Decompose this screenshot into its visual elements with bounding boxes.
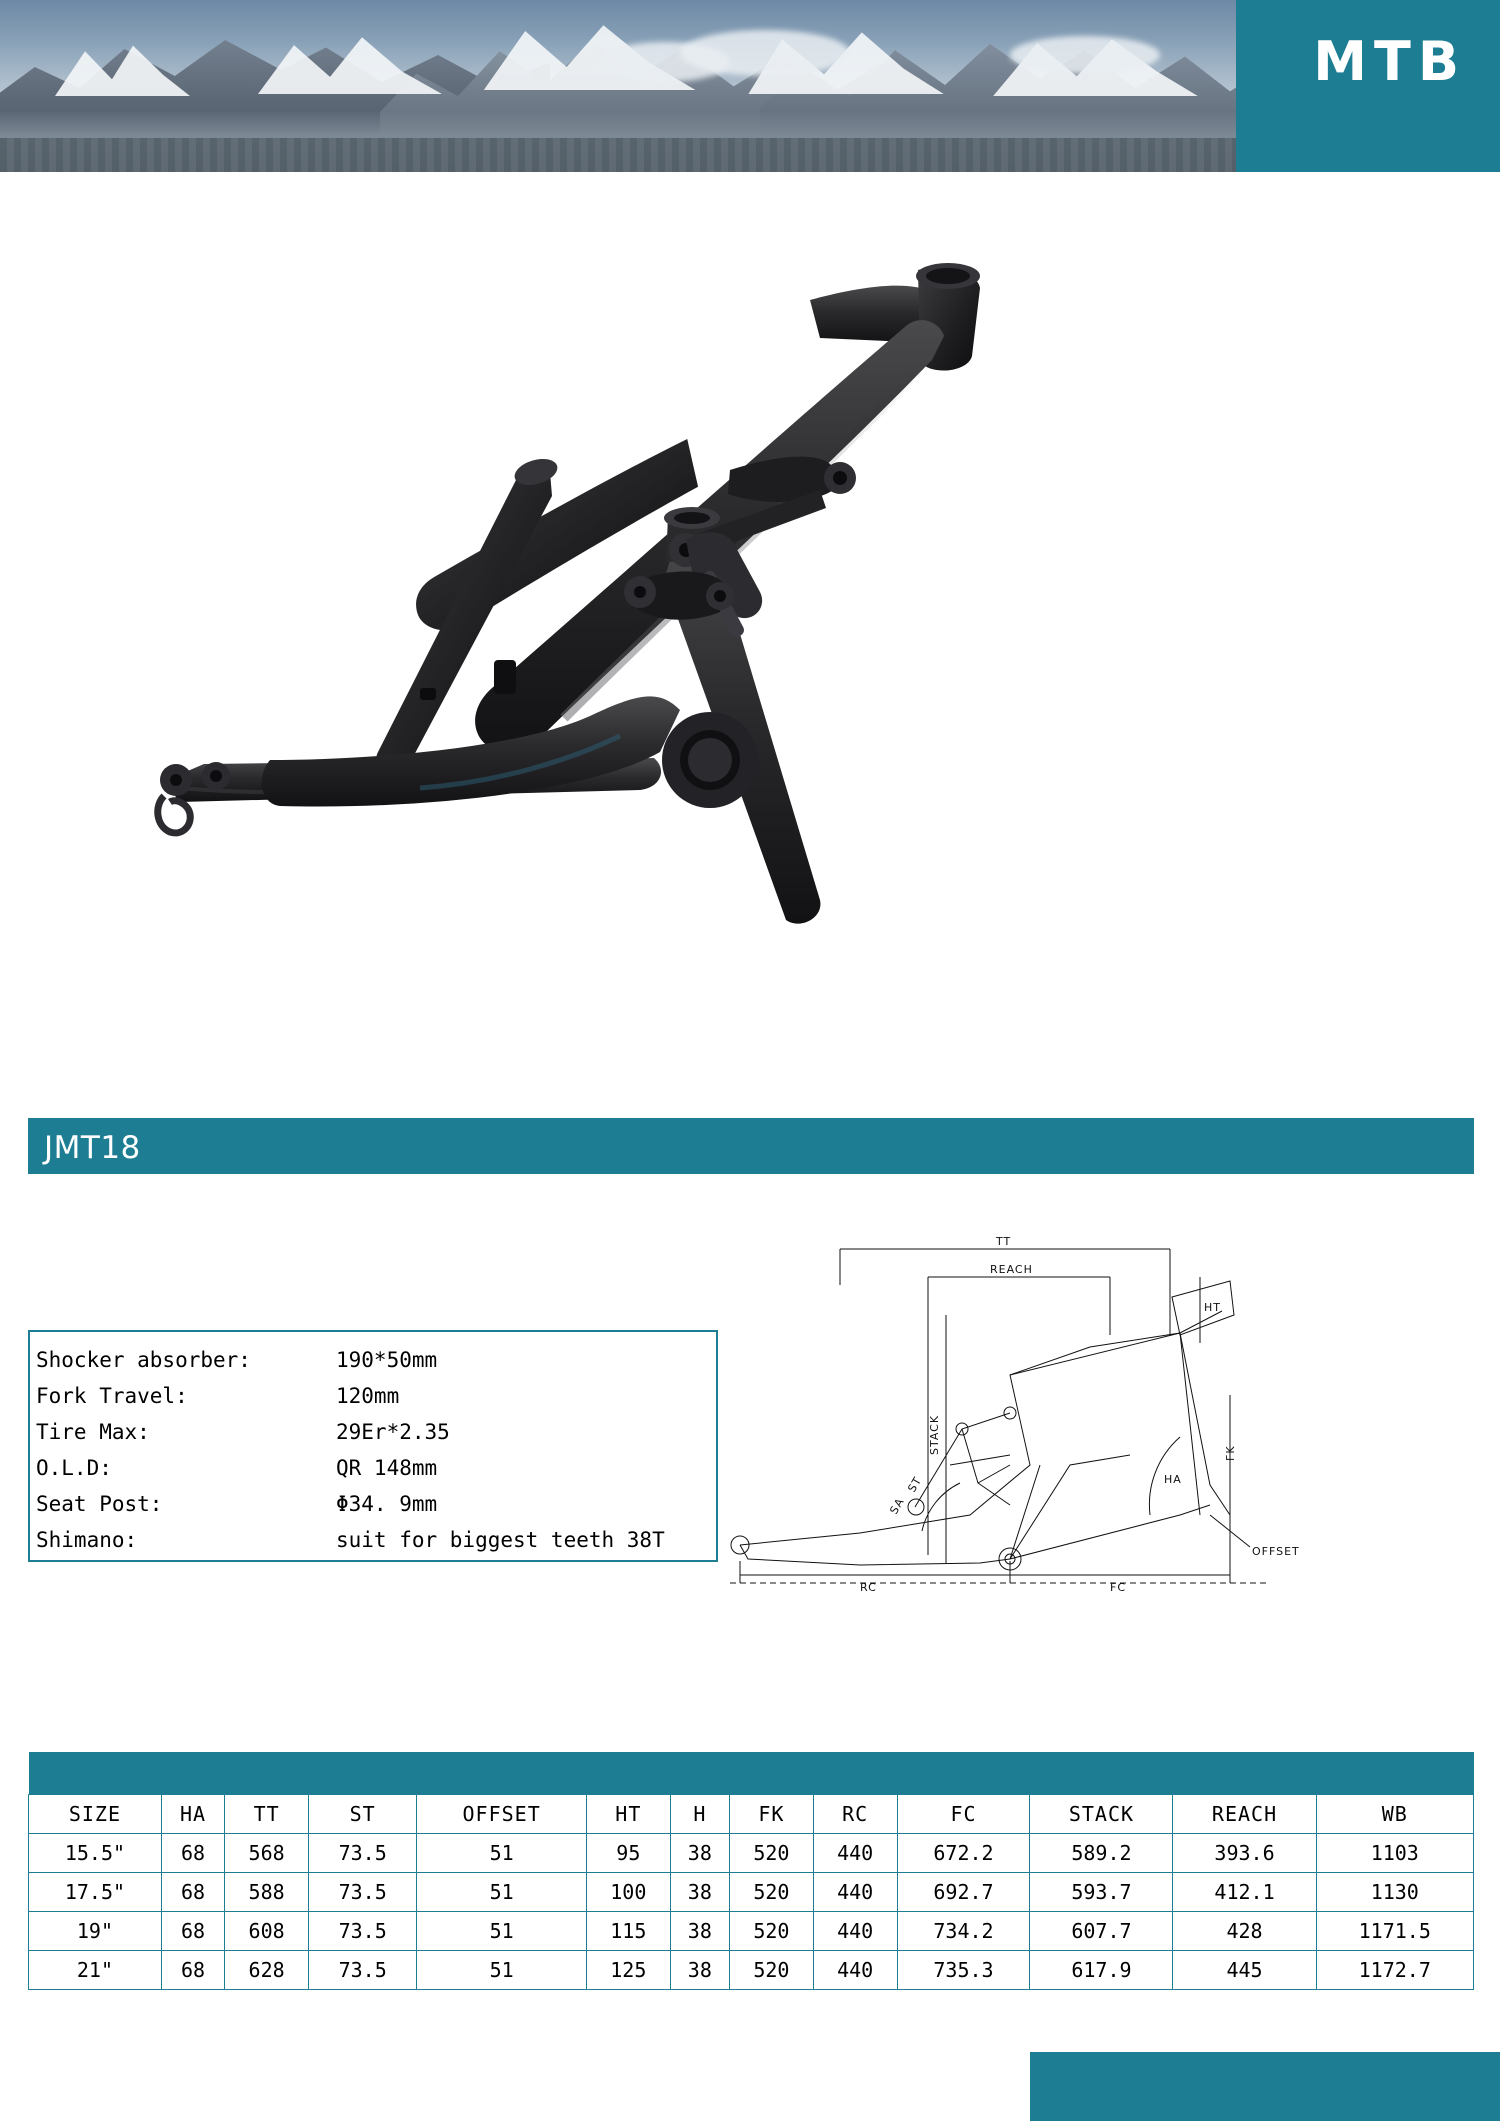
spec-label: Tire Max: xyxy=(36,1420,150,1444)
cell-tt: 568 xyxy=(225,1834,309,1873)
cell-size: 17.5" xyxy=(29,1873,162,1912)
cell-fk: 520 xyxy=(729,1834,813,1873)
dim-label-reach: REACH xyxy=(990,1263,1033,1276)
col-tt: TT xyxy=(225,1795,309,1834)
dim-label-ht: HT xyxy=(1204,1301,1221,1314)
col-offset: OFFSET xyxy=(417,1795,587,1834)
dim-label-tt: TT xyxy=(996,1235,1012,1248)
cell-stack: 589.2 xyxy=(1030,1834,1173,1873)
cell-h: 38 xyxy=(670,1951,729,1990)
dim-label-ha: HA xyxy=(1164,1473,1182,1486)
spec-row xyxy=(36,1378,696,1414)
cell-st: 73.5 xyxy=(309,1873,417,1912)
spec-label: Fork Travel: xyxy=(36,1384,188,1408)
cell-ht: 95 xyxy=(586,1834,670,1873)
spec-list xyxy=(36,1342,696,1558)
cell-fk: 520 xyxy=(729,1951,813,1990)
spec-value: suit for biggest teeth 38T xyxy=(336,1528,665,1552)
cell-wb: 1130 xyxy=(1316,1873,1473,1912)
cell-size: 21" xyxy=(29,1951,162,1990)
cell-offset: 51 xyxy=(417,1951,587,1990)
cell-ha: 68 xyxy=(161,1951,224,1990)
dim-label-rc: RC xyxy=(860,1581,877,1594)
cell-ha: 68 xyxy=(161,1834,224,1873)
spec-value: Φ34. 9mm xyxy=(336,1492,438,1516)
spec-label: O.L.D: xyxy=(36,1456,112,1480)
col-size: SIZE xyxy=(29,1795,162,1834)
cell-tt: 608 xyxy=(225,1912,309,1951)
spec-value: 120mm xyxy=(336,1384,400,1408)
cell-tt: 588 xyxy=(225,1873,309,1912)
cell-h: 38 xyxy=(670,1834,729,1873)
cell-offset: 51 xyxy=(417,1912,587,1951)
spec-value: QR 148mm xyxy=(336,1456,438,1480)
table-row xyxy=(29,1912,1474,1951)
col-st: ST xyxy=(309,1795,417,1834)
cell-stack: 607.7 xyxy=(1030,1912,1173,1951)
bike-frame-image xyxy=(120,240,1220,1040)
cell-wb: 1171.5 xyxy=(1316,1912,1473,1951)
cell-tt: 628 xyxy=(225,1951,309,1990)
spec-row xyxy=(36,1342,696,1378)
col-stack: STACK xyxy=(1030,1795,1173,1834)
table-band-cell xyxy=(29,1752,1474,1795)
table-row xyxy=(29,1834,1474,1873)
cell-fc: 734.2 xyxy=(897,1912,1030,1951)
cell-fk: 520 xyxy=(729,1912,813,1951)
table-accent-band xyxy=(29,1752,1474,1795)
cell-st: 73.5 xyxy=(309,1951,417,1990)
product-photo-area xyxy=(0,200,1500,1100)
table-row xyxy=(29,1873,1474,1912)
col-fc: FC xyxy=(897,1795,1030,1834)
cell-rc: 440 xyxy=(813,1912,897,1951)
cell-reach: 412.1 xyxy=(1173,1873,1316,1912)
cell-fk: 520 xyxy=(729,1873,813,1912)
cell-rc: 440 xyxy=(813,1951,897,1990)
cell-stack: 593.7 xyxy=(1030,1873,1173,1912)
model-name-label: JMT18 xyxy=(44,1130,141,1166)
cell-offset: 51 xyxy=(417,1873,587,1912)
dim-label-fc: FC xyxy=(1110,1581,1127,1594)
dim-label-sa: SA xyxy=(887,1495,907,1517)
col-h: H xyxy=(670,1795,729,1834)
col-ha: HA xyxy=(161,1795,224,1834)
cell-ht: 100 xyxy=(586,1873,670,1912)
cell-ha: 68 xyxy=(161,1873,224,1912)
cell-wb: 1172.7 xyxy=(1316,1951,1473,1990)
page-title: MTB xyxy=(1313,30,1466,93)
col-reach: REACH xyxy=(1173,1795,1316,1834)
cell-rc: 440 xyxy=(813,1834,897,1873)
cloud xyxy=(1010,36,1160,74)
cell-reach: 445 xyxy=(1173,1951,1316,1990)
spec-row xyxy=(36,1450,696,1486)
geometry-diagram xyxy=(710,1215,1490,1715)
cell-reach: 428 xyxy=(1173,1912,1316,1951)
spec-value: 190*50mm xyxy=(336,1348,438,1372)
cell-fc: 735.3 xyxy=(897,1951,1030,1990)
footer-accent-bar xyxy=(1030,2052,1500,2121)
table-row xyxy=(29,1951,1474,1990)
spec-row xyxy=(36,1414,696,1450)
model-name-bar xyxy=(28,1118,1474,1174)
spec-label: Seat Post: xyxy=(36,1492,163,1516)
cell-size: 15.5" xyxy=(29,1834,162,1873)
dim-label-fk: FK xyxy=(1224,1445,1237,1461)
cell-stack: 617.9 xyxy=(1030,1951,1173,1990)
cell-wb: 1103 xyxy=(1316,1834,1473,1873)
cell-rc: 440 xyxy=(813,1873,897,1912)
page-header xyxy=(0,0,1500,172)
spec-row xyxy=(36,1486,696,1522)
cell-size: 19" xyxy=(29,1912,162,1951)
dim-label-offset: OFFSET xyxy=(1252,1545,1300,1558)
spec-value: 29Er*2.35 xyxy=(336,1420,450,1444)
cell-offset: 51 xyxy=(417,1834,587,1873)
cell-st: 73.5 xyxy=(309,1912,417,1951)
cloud xyxy=(680,30,850,76)
col-rc: RC xyxy=(813,1795,897,1834)
cell-reach: 393.6 xyxy=(1173,1834,1316,1873)
col-wb: WB xyxy=(1316,1795,1473,1834)
cell-fc: 672.2 xyxy=(897,1834,1030,1873)
cell-fc: 692.7 xyxy=(897,1873,1030,1912)
cell-st: 73.5 xyxy=(309,1834,417,1873)
spec-row xyxy=(36,1522,696,1558)
forest-band xyxy=(0,138,1236,172)
col-fk: FK xyxy=(729,1795,813,1834)
cell-ht: 115 xyxy=(586,1912,670,1951)
geometry-table xyxy=(28,1752,1474,1990)
spec-label: Shimano: xyxy=(36,1528,138,1552)
cell-h: 38 xyxy=(670,1912,729,1951)
spec-label: Shocker absorber: xyxy=(36,1348,251,1372)
table-header-row xyxy=(29,1795,1474,1834)
dim-label-st: ST xyxy=(905,1474,925,1495)
cell-h: 38 xyxy=(670,1873,729,1912)
dim-label-stack: STACK xyxy=(928,1414,941,1455)
cell-ht: 125 xyxy=(586,1951,670,1990)
col-ht: HT xyxy=(586,1795,670,1834)
cell-ha: 68 xyxy=(161,1912,224,1951)
header-mountain-photo xyxy=(0,0,1236,172)
